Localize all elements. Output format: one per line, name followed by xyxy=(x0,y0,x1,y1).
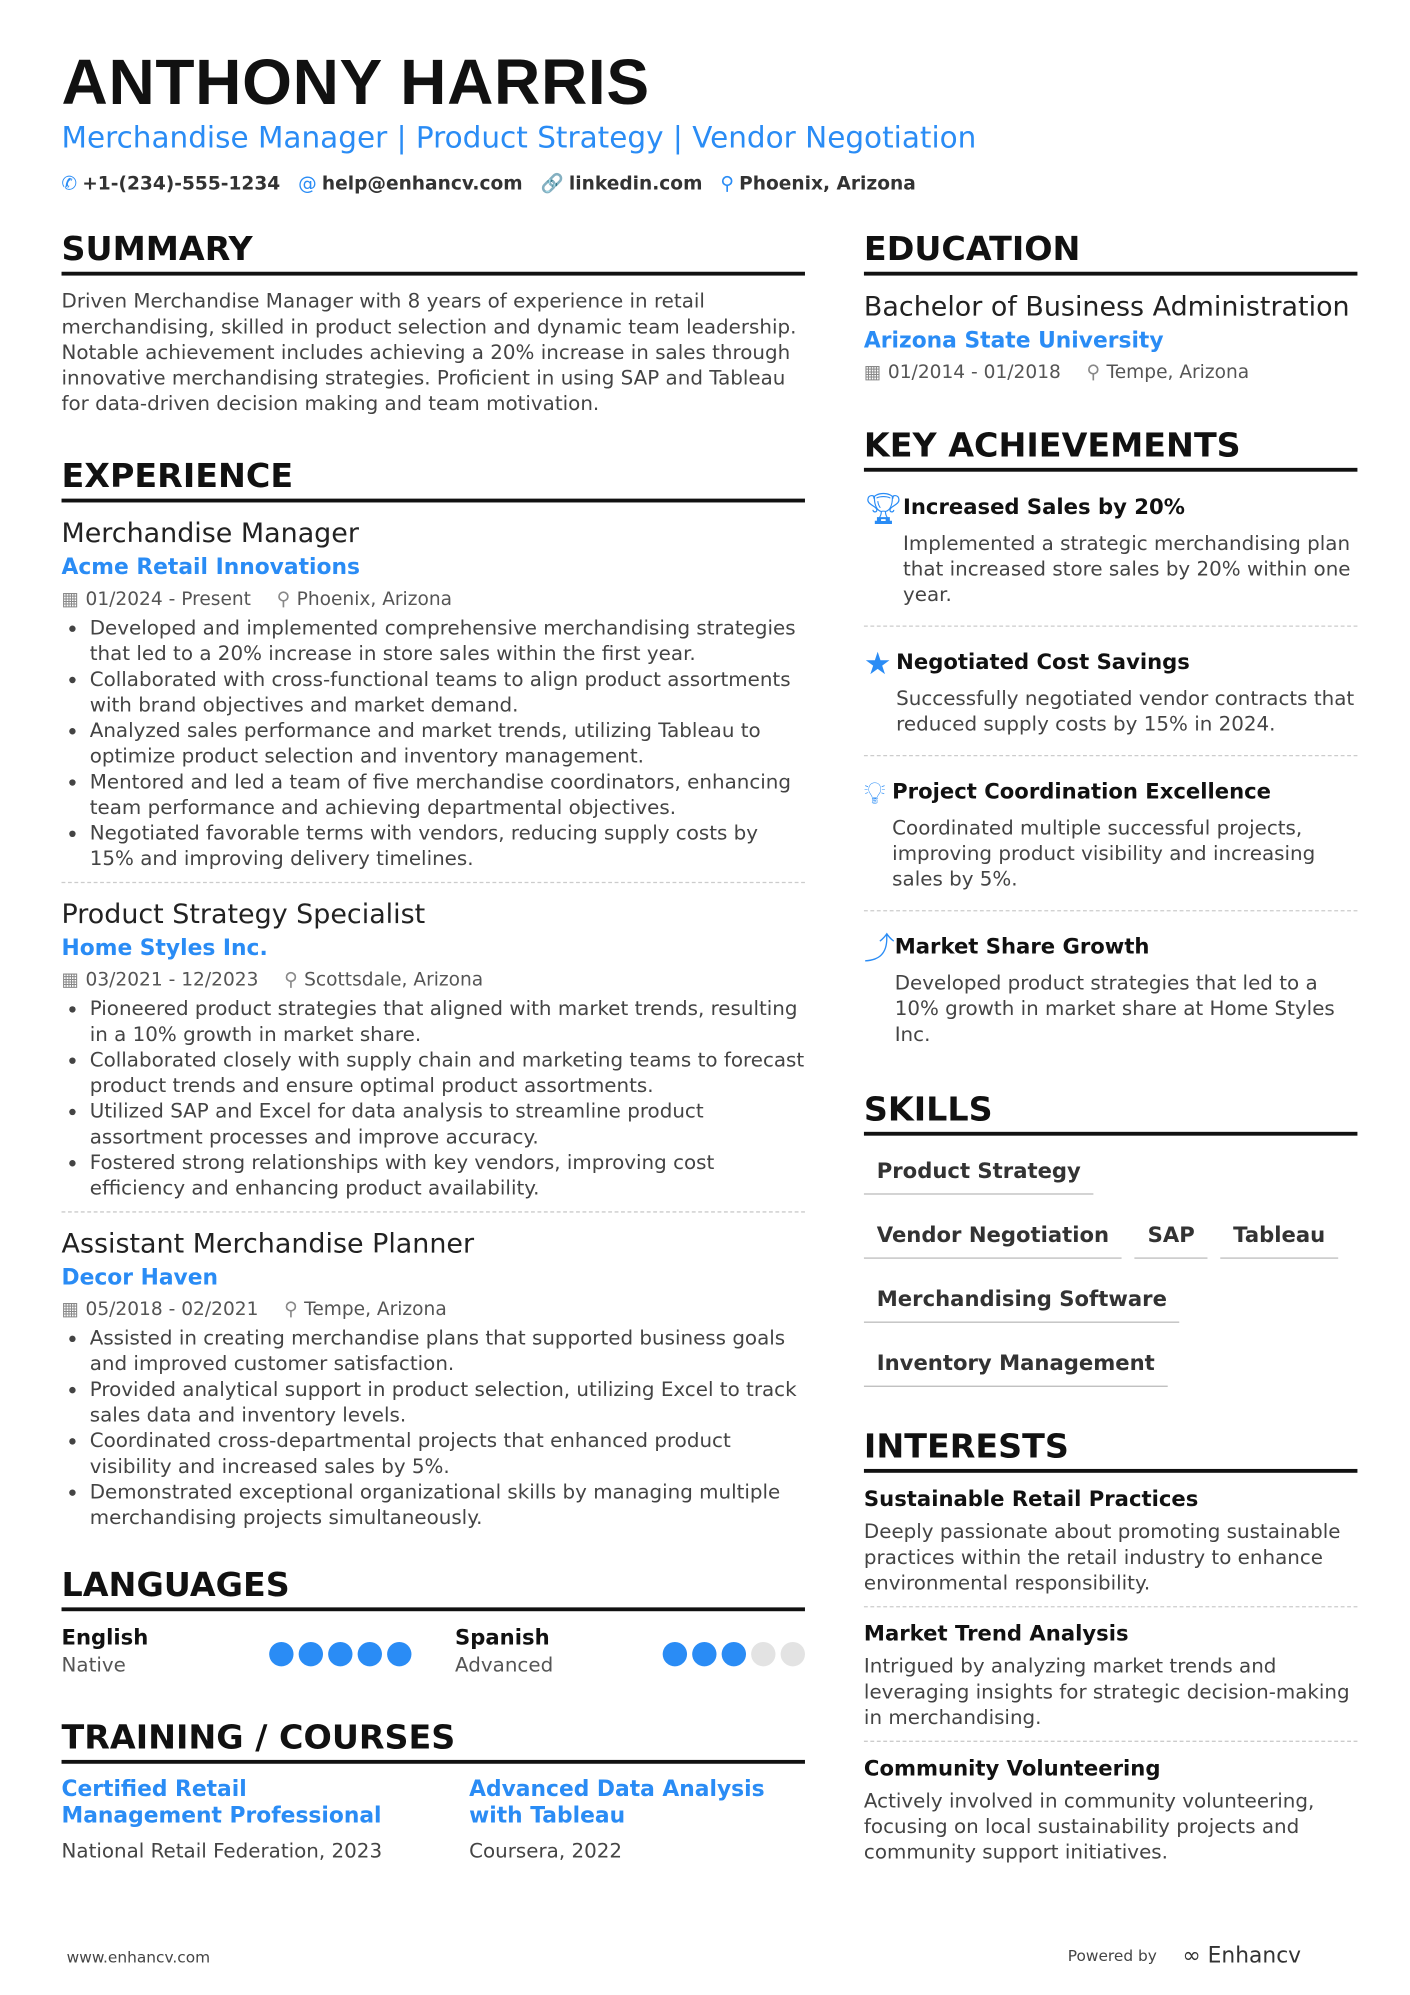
interest-text: Actively involved in community volunteering, focusing on local sustainability projects and community support initiatives. xyxy=(863,1789,1315,1864)
achievement-content xyxy=(903,492,1357,607)
course-title[interactable]: Certified Retail Management Professional xyxy=(61,1776,382,1830)
location-icon: ⚲ xyxy=(284,1299,298,1321)
divider xyxy=(62,1211,805,1212)
job-dates: 05/2018 - 02/2021 xyxy=(85,1299,259,1321)
enhancv-logo: ∞ Enhancv xyxy=(1182,1943,1302,1969)
education-section xyxy=(864,228,1357,388)
achievement-text: Developed product strategies that led to a 10% growth in market share at Home Styles Inc. xyxy=(894,971,1335,1046)
divider xyxy=(62,882,805,883)
achievement-item xyxy=(864,924,1357,1055)
summary-section xyxy=(62,228,805,416)
section-title: SKILLS xyxy=(864,1088,1357,1135)
job-meta xyxy=(62,585,805,616)
section-title: EXPERIENCE xyxy=(62,455,805,502)
achievements-section xyxy=(864,424,1357,1055)
job-meta xyxy=(62,965,805,996)
rating-dot xyxy=(387,1642,411,1666)
interest-item xyxy=(864,1755,1357,1865)
interest-title: Community Volunteering xyxy=(863,1756,1161,1781)
job-role: Product Strategy Specialist xyxy=(61,898,426,930)
rating-dot xyxy=(299,1642,323,1666)
job-role: Merchandise Manager xyxy=(61,517,359,549)
lightbulb-icon: 💡︎ xyxy=(863,775,886,812)
contact-text: linkedin.com xyxy=(568,174,703,195)
language-item xyxy=(62,1624,412,1678)
bullet: • Analyzed sales performance and market trends, utilizing Tableau to optimize product selection and inventory management. xyxy=(90,718,805,769)
skill-tag: Tableau xyxy=(1220,1213,1338,1259)
contact-item-3[interactable] xyxy=(720,172,915,198)
job-location: Tempe, Arizona xyxy=(304,1299,447,1321)
achievement-text: Successfully negotiated vendor contracts that reduced supply costs by 15% in 2024. xyxy=(896,687,1355,736)
company-name: Decor Haven xyxy=(61,1265,219,1291)
bullet: • Provided analytical support in product selection, utilizing Excel to track sales data and inventory levels. xyxy=(90,1377,805,1428)
course-title[interactable]: Advanced Data Analysis with Tableau xyxy=(469,1776,765,1830)
bullet: • Mentored and led a team of five merchandise coordinators, enhancing team performance and achieving departmental objectives. xyxy=(90,769,805,820)
section-title: EDUCATION xyxy=(864,228,1357,275)
dates: 01/2014 - 01/2018 xyxy=(887,362,1061,384)
achievement-text: Implemented a strategic merchandising plan that increased store sales by 20% within one year. xyxy=(902,531,1351,607)
bullet: • Coordinated cross-departmental projects that enhanced product visibility and increased sales by 5%. xyxy=(90,1428,805,1479)
training-section xyxy=(62,1716,805,1863)
interest-text: Intrigued by analyzing market trends and leveraging insights for strategic decision-making in merchandising. xyxy=(863,1654,1350,1730)
course-item xyxy=(469,1777,802,1864)
interest-title: Sustainable Retail Practices xyxy=(863,1486,1199,1512)
powered-by-label: Powered by xyxy=(1067,1947,1157,1965)
achievement-text: Coordinated multiple successful projects, improving product visibility and increasing sales by 5%. xyxy=(892,816,1316,891)
divider xyxy=(864,1606,1357,1607)
achievement-content xyxy=(895,932,1358,1047)
bullet: • Negotiated favorable terms with vendors, reducing supply costs by 15% and improving delivery timelines. xyxy=(90,820,805,871)
link-icon: 🔗 xyxy=(540,174,564,195)
at-icon: @ xyxy=(298,174,317,195)
achievement-item xyxy=(864,485,1357,616)
bullet: • Collaborated closely with supply chain and marketing teams to forecast product trends and ensure optimal product assortments. xyxy=(90,1047,805,1098)
divider xyxy=(864,755,1357,756)
calendar-icon: ▦ xyxy=(863,362,882,384)
section-title: LANGUAGES xyxy=(62,1564,805,1611)
bullet: • Fostered strong relationships with key vendors, improving cost efficiency and enhancing product availability. xyxy=(90,1150,805,1201)
company-name: Home Styles Inc. xyxy=(61,935,268,962)
strategy-icon: ⤴ xyxy=(863,930,895,967)
rating-dot xyxy=(358,1642,382,1666)
job-meta xyxy=(62,1295,805,1326)
rating-dot xyxy=(751,1642,775,1666)
job-role: Assistant Merchandise Planner xyxy=(61,1227,475,1259)
company-name: Acme Retail Innovations xyxy=(61,555,360,581)
job-bullets xyxy=(62,615,805,871)
dates-group xyxy=(62,1295,259,1326)
education-meta xyxy=(864,358,1357,389)
job-location: Scottsdale, Arizona xyxy=(304,970,484,991)
contact-text: help@enhancv.com xyxy=(321,174,523,195)
course-item xyxy=(62,1777,395,1864)
contact-bar xyxy=(62,172,916,198)
star-icon: ★ xyxy=(863,646,892,682)
experience-section xyxy=(62,455,805,1530)
language-text xyxy=(62,1624,149,1678)
divider xyxy=(864,1741,1357,1742)
language-text xyxy=(455,1624,553,1678)
interest-title: Market Trend Analysis xyxy=(863,1621,1129,1646)
rating-dot xyxy=(722,1642,746,1666)
bullet: • Utilized SAP and Excel for data analysis to streamline product assortment processes and improve accuracy. xyxy=(90,1099,805,1150)
contact-item-2[interactable] xyxy=(541,172,703,198)
interests-section xyxy=(864,1425,1357,1865)
rating-dot xyxy=(692,1642,716,1666)
job-bullets xyxy=(62,996,805,1201)
job-entry xyxy=(62,515,805,883)
summary-text: Driven Merchandise Manager with 8 years of experience in retail merchandising, skilled in product selection and dynamic team leadership. Notable achievement includes achieving a 20% increase in sales through innovative merchandising strategies. Proficient in using SAP and Tableau for data-driven decision making and team motivation. xyxy=(61,289,797,416)
school: Arizona State University xyxy=(863,328,1164,354)
bullet: • Collaborated with cross-functional teams to align product assortments with brand objectives and market demand. xyxy=(90,667,805,718)
language-name: English xyxy=(61,1625,149,1650)
headline: Merchandise Manager | Product Strategy | Vendor Negotiation xyxy=(61,121,977,156)
bullet: • Assisted in creating merchandise plans that supported business goals and improved customer satisfaction. xyxy=(90,1325,805,1376)
achievement-title: Project Coordination Excellence xyxy=(892,779,1272,804)
rating-dot xyxy=(781,1642,805,1666)
section-title: TRAINING / COURSES xyxy=(62,1716,805,1763)
section-title: KEY ACHIEVEMENTS xyxy=(864,424,1357,471)
candidate-name: ANTHONY HARRIS xyxy=(61,46,650,118)
rating-dot xyxy=(328,1642,352,1666)
course-provider: Coursera, 2022 xyxy=(469,1839,623,1863)
job-entry xyxy=(62,896,805,1213)
rating-dot xyxy=(663,1642,687,1666)
achievement-content xyxy=(892,777,1357,892)
rating-dots xyxy=(663,1642,805,1678)
contact-text: Phoenix, Arizona xyxy=(739,174,916,195)
job-entry xyxy=(62,1225,805,1530)
language-name: Spanish xyxy=(455,1625,550,1650)
footer-site-link[interactable]: www.enhancv.com xyxy=(66,1948,211,1967)
contact-item-0[interactable] xyxy=(62,172,281,198)
bullet: • Pioneered product strategies that aligned with market trends, resulting in a 10% growth in market share. xyxy=(90,996,805,1047)
contact-item-1[interactable] xyxy=(298,172,522,198)
bullet: • Developed and implemented comprehensive merchandising strategies that led to a 20% increase in store sales within the first year. xyxy=(90,615,805,666)
job-location: Phoenix, Arizona xyxy=(296,589,453,611)
languages-section xyxy=(62,1564,805,1678)
achievement-title: Increased Sales by 20% xyxy=(902,494,1185,520)
interest-item xyxy=(864,1620,1357,1730)
location-group xyxy=(284,1295,447,1326)
job-bullets xyxy=(62,1325,805,1530)
degree: Bachelor of Business Administration xyxy=(863,290,1350,322)
achievement-item xyxy=(864,769,1357,900)
left-column xyxy=(62,228,805,1864)
rating-dots xyxy=(269,1642,411,1678)
skill-tag: Vendor Negotiation xyxy=(864,1213,1122,1259)
calendar-icon: ▦ xyxy=(61,589,80,611)
location-group xyxy=(284,965,483,996)
footer-branding xyxy=(1068,1943,1301,1969)
achievement-title: Market Share Growth xyxy=(894,934,1150,959)
skill-tag: Product Strategy xyxy=(864,1148,1094,1194)
calendar-icon: ▦ xyxy=(61,970,80,991)
bullet: • Demonstrated exceptional organizational skills by managing multiple merchandising projects simultaneously. xyxy=(90,1479,805,1530)
language-level: Advanced xyxy=(455,1653,554,1677)
dates-group xyxy=(62,585,251,616)
language-item xyxy=(455,1624,805,1678)
location-icon: ⚲ xyxy=(720,174,735,195)
section-title: SUMMARY xyxy=(62,228,805,275)
location: Tempe, Arizona xyxy=(1106,362,1250,384)
interest-item xyxy=(864,1486,1357,1596)
location-group xyxy=(277,585,452,616)
achievement-item xyxy=(864,640,1357,745)
divider xyxy=(864,910,1357,911)
contact-text: +1-(234)-555-1234 xyxy=(82,174,281,195)
skill-tag: Merchandising Software xyxy=(864,1277,1180,1323)
course-provider: National Retail Federation, 2023 xyxy=(61,1839,383,1863)
job-dates: 03/2021 - 12/2023 xyxy=(85,970,259,991)
trophy-icon: 🏆︎ xyxy=(863,490,903,527)
dates-group xyxy=(62,965,259,996)
rating-dot xyxy=(269,1642,293,1666)
location-icon: ⚲ xyxy=(276,589,291,611)
phone-icon: ✆ xyxy=(61,174,78,195)
skills-section xyxy=(864,1088,1357,1405)
location-icon: ⚲ xyxy=(1086,362,1101,384)
language-level: Native xyxy=(61,1653,126,1677)
achievement-content xyxy=(896,647,1357,737)
location-icon: ⚲ xyxy=(284,970,298,991)
section-title: INTERESTS xyxy=(864,1425,1357,1472)
skill-tag: Inventory Management xyxy=(864,1341,1168,1387)
right-column xyxy=(864,228,1357,1865)
calendar-icon: ▦ xyxy=(61,1299,80,1321)
skill-tag: SAP xyxy=(1135,1213,1208,1259)
job-dates: 01/2024 - Present xyxy=(85,589,251,611)
infinity-icon: ∞ xyxy=(1182,1943,1208,1969)
interest-text: Deeply passionate about promoting sustainable practices within the retail industry to enhance environmental responsibility. xyxy=(863,1520,1341,1595)
achievement-title: Negotiated Cost Savings xyxy=(896,649,1190,675)
divider xyxy=(864,626,1357,627)
